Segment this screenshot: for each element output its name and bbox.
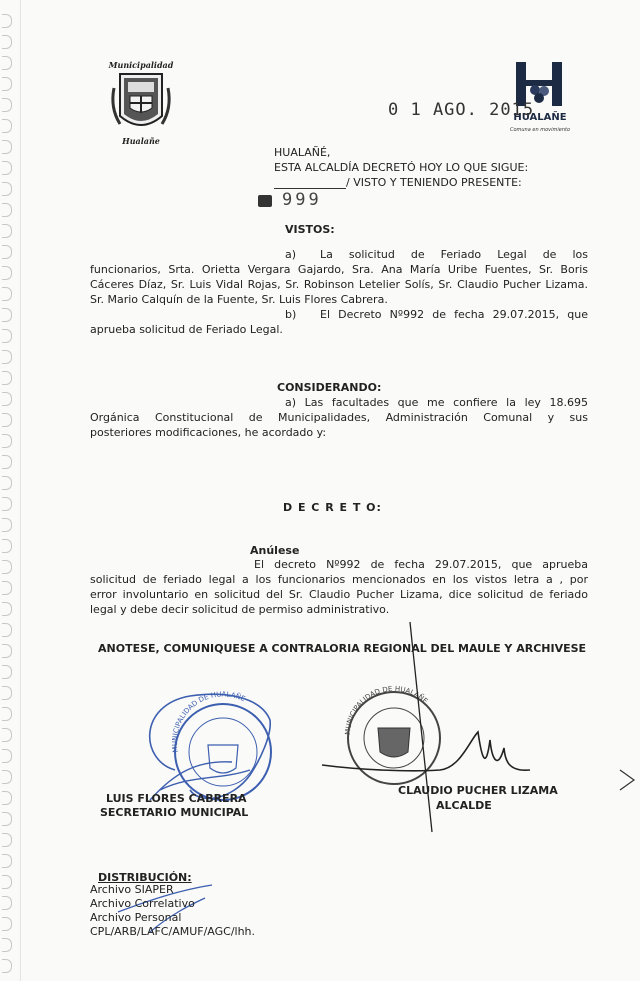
decreto-line: legal y debe decir solicitud de permiso administrativo. xyxy=(90,603,390,616)
distribution-heading: DISTRIBUCIÓN: xyxy=(98,871,192,884)
intro-line-2: ESTA ALCALDÍA DECRETÓ HOY LO QUE SIGUE: xyxy=(274,161,529,174)
considerando-line: posteriores modificaciones, he acordado y: xyxy=(90,426,327,439)
right-signer-title: ALCALDE xyxy=(436,799,492,812)
binder-hole xyxy=(2,350,12,364)
binder-hole xyxy=(2,749,12,763)
closing-statement: ANOTESE, COMUNIQUESE A CONTRALORIA REGIONAL DEL MAULE Y ARCHIVESE xyxy=(98,642,587,655)
binder-hole xyxy=(2,728,12,742)
vistos-a-line: La solicitud de Feriado Legal de los xyxy=(320,248,588,261)
binder-hole xyxy=(2,371,12,385)
left-signer-name: LUIS FLORES CABRERA xyxy=(106,792,247,805)
right-signer-name: CLAUDIO PUCHER LIZAMA xyxy=(398,784,558,797)
binder-hole xyxy=(2,266,12,280)
right-signature-scribble xyxy=(322,732,530,771)
binder-hole xyxy=(2,623,12,637)
decreto-line: solicitud de feriado legal a los funcionarios mencionados en los vistos letra a , por xyxy=(90,573,588,586)
binder-hole xyxy=(2,770,12,784)
number-stamp-mark xyxy=(258,195,272,207)
fold-line xyxy=(20,0,21,981)
binder-hole xyxy=(2,455,12,469)
vistos-heading: VISTOS: xyxy=(285,223,335,236)
logo-name: HUALAÑE xyxy=(513,112,567,123)
binder-hole xyxy=(2,854,12,868)
binder-hole xyxy=(2,959,12,973)
vistos-b-label: b) xyxy=(285,308,297,321)
binder-hole xyxy=(2,140,12,154)
decree-number: 999 xyxy=(282,190,322,210)
distribution-item: Archivo Personal xyxy=(90,911,182,924)
logo-tagline: Comuna en movimiento xyxy=(510,127,570,133)
left-signer-title: SECRETARIO MUNICIPAL xyxy=(100,806,249,819)
binder-hole xyxy=(2,812,12,826)
vistos-b-line: aprueba solicitud de Feriado Legal. xyxy=(90,323,283,336)
considerando-heading: CONSIDERANDO: xyxy=(277,381,382,394)
intro-line-1: HUALAÑÉ, xyxy=(274,146,331,159)
binder-hole xyxy=(2,476,12,490)
distribution-item: Archivo Correlativo xyxy=(90,897,195,910)
municipal-crest-icon xyxy=(108,58,174,150)
binder-hole xyxy=(2,245,12,259)
svg-text:MUNICIPALIDAD DE HUALAÑE xyxy=(344,685,429,735)
binder-hole xyxy=(2,581,12,595)
binder-hole xyxy=(2,497,12,511)
binder-hole xyxy=(2,392,12,406)
binder-hole xyxy=(2,14,12,28)
right-stamp-icon xyxy=(344,685,440,784)
binder-hole xyxy=(2,413,12,427)
crest-top-text: Municipalidad xyxy=(108,60,174,70)
binder-hole xyxy=(2,98,12,112)
binder-hole xyxy=(2,917,12,931)
binder-hole xyxy=(2,434,12,448)
binder-hole xyxy=(2,644,12,658)
binder-hole xyxy=(2,938,12,952)
left-signature-scribble xyxy=(150,694,271,798)
distribution-item: Archivo SIAPER xyxy=(90,883,174,896)
binder-hole xyxy=(2,329,12,343)
binder-hole xyxy=(2,896,12,910)
considerando-line: Orgánica Constitucional de Municipalidades, Administración Comunal y sus xyxy=(90,411,588,424)
binder-hole xyxy=(2,686,12,700)
binder-hole xyxy=(2,119,12,133)
binder-hole xyxy=(2,287,12,301)
svg-text:MUNICIPALIDAD DE HUALAÑE xyxy=(171,690,247,753)
vistos-b-line: El Decreto Nº992 de fecha 29.07.2015, que xyxy=(320,308,588,321)
binder-hole xyxy=(2,518,12,532)
binder-hole xyxy=(2,665,12,679)
binder-hole xyxy=(2,203,12,217)
binder-hole xyxy=(2,560,12,574)
vistos-a-line: funcionarios, Srta. Orietta Vergara Gajardo, Sra. Ana María Uribe Fuentes, Sr. Boris xyxy=(90,263,588,276)
binder-hole xyxy=(2,161,12,175)
vistos-a-line: Cáceres Díaz, Sr. Luis Vidal Rojas, Sr. Robinson Letelier Solís, Sr. Claudio Pucher Lizama. xyxy=(90,278,588,291)
binder-hole xyxy=(2,35,12,49)
binder-hole xyxy=(2,308,12,322)
binder-hole xyxy=(2,875,12,889)
distribution-item: CPL/ARB/LAFC/AMUF/AGC/lhh. xyxy=(90,925,256,938)
binder-hole xyxy=(2,539,12,553)
vistos-a-line: Sr. Mario Calquín de la Fuente, Sr. Luis Flores Cabrera. xyxy=(90,293,388,306)
blank-line xyxy=(274,188,346,189)
binder-hole xyxy=(2,224,12,238)
left-stamp-text: MUNICIPALIDAD DE HUALAÑE xyxy=(170,690,247,753)
considerando-line: a) Las facultades que me confiere la ley 18.695 xyxy=(285,396,588,409)
decreto-line: El decreto Nº992 de fecha 29.07.2015, que aprueba xyxy=(254,558,588,571)
vistos-a-label: a) xyxy=(285,248,297,261)
binder-hole xyxy=(2,791,12,805)
decreto-line: error involuntario en solicitud del Sr. Claudio Pucher Lizama, dice solicitud de feriado xyxy=(90,588,588,601)
binder-hole xyxy=(2,707,12,721)
binder-holes xyxy=(0,0,16,981)
binder-hole xyxy=(2,77,12,91)
binder-hole xyxy=(2,182,12,196)
decreto-heading: D E C R E T O: xyxy=(283,501,382,514)
left-stamp-icon xyxy=(171,690,271,800)
binder-hole xyxy=(2,56,12,70)
date-stamp: 0 1 AGO. 2015 xyxy=(388,100,535,120)
crest-bottom-text: Hualañe xyxy=(122,136,160,146)
intro-line-3: / VISTO Y TENIENDO PRESENTE: xyxy=(346,176,522,189)
binder-hole xyxy=(2,602,12,616)
right-stamp-text: MUNICIPALIDAD DE HUALAÑE xyxy=(343,684,430,736)
binder-hole xyxy=(2,833,12,847)
decreto-subheading: Anúlese xyxy=(250,544,300,557)
